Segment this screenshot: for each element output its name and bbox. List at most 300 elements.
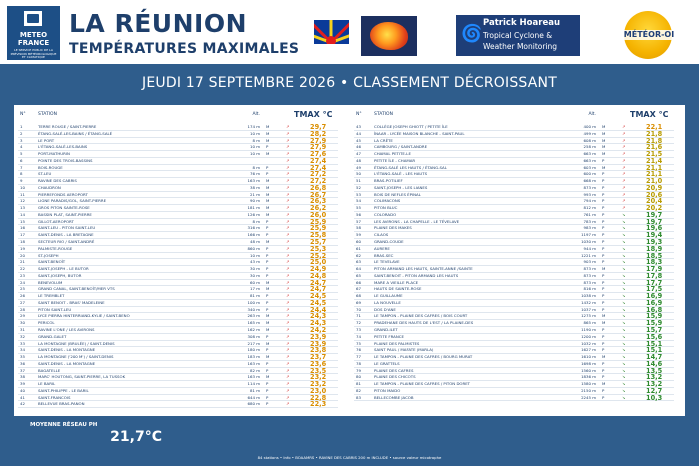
station-row [354, 280, 674, 287]
station-rank: 40 [20, 387, 25, 393]
station-altitude: 258 m [583, 144, 596, 150]
station-rank: 27 [20, 299, 25, 305]
station-tmax: 23,9 [310, 339, 327, 348]
station-row [18, 286, 338, 293]
station-altitude: 81 m [250, 387, 260, 393]
trend-arrow-icon: ↗ [286, 286, 290, 292]
station-type: P [602, 367, 605, 373]
header-temp: TMAX °C [630, 110, 669, 119]
station-type: M [266, 178, 270, 184]
station-rank: 64 [356, 266, 361, 272]
station-altitude: 1627 m [581, 347, 596, 353]
station-tmax: 25,8 [310, 231, 327, 240]
station-rank: 38 [20, 374, 25, 380]
station-name: SAINT-BENOÎT [38, 259, 66, 265]
station-row [18, 138, 338, 145]
station-rank: 58 [356, 225, 361, 231]
station-type: M [266, 326, 270, 332]
station-altitude: 1038 m [581, 293, 596, 299]
station-name: COLIMACONS [374, 198, 401, 204]
trend-arrow-icon: ↘ [622, 239, 626, 245]
station-name: PITON MAIDO [374, 387, 401, 393]
station-row [18, 225, 338, 232]
station-rank: 5 [20, 151, 23, 157]
station-type: P [266, 293, 269, 299]
station-tmax: 10,3 [646, 393, 663, 402]
station-rank: 50 [356, 171, 361, 177]
trend-arrow-icon: ↗ [286, 225, 290, 231]
station-row [354, 341, 674, 348]
station-altitude: 1221 m [581, 252, 596, 258]
station-row [354, 354, 674, 361]
station-altitude: 30 m [250, 266, 260, 272]
station-row [18, 280, 338, 287]
station-altitude: 340 m [247, 306, 260, 312]
station-altitude: 1836 m [581, 374, 596, 380]
station-rank: 18 [20, 239, 25, 245]
station-altitude: 663 m [583, 151, 596, 157]
station-tmax: 23,8 [310, 346, 327, 355]
trend-arrow-icon: ↗ [286, 124, 290, 129]
trend-arrow-icon: ↗ [622, 191, 626, 197]
station-row [354, 144, 674, 151]
station-altitude: 8 m [252, 137, 260, 143]
station-tmax: 25,0 [310, 258, 327, 267]
station-tmax: 22,8 [310, 393, 327, 402]
station-type: P [602, 326, 605, 332]
station-rank: 62 [356, 252, 361, 258]
trend-arrow-icon: ↘ [622, 299, 626, 305]
station-type: P [602, 333, 605, 339]
station-rank: 21 [20, 259, 25, 265]
station-name: SAINT-JOSEPH - LE BUTOR [38, 266, 89, 272]
trend-arrow-icon: ↗ [286, 266, 290, 272]
station-tmax: 23,2 [310, 373, 327, 382]
station-altitude: 993 m [583, 191, 596, 197]
page-subtitle: TEMPÉRATURES MAXIMALES [69, 41, 300, 57]
station-type: P [602, 225, 605, 231]
station-row [18, 165, 338, 172]
station-altitude: 944 m [583, 245, 596, 251]
date-text: JEUDI 17 SEPTEMBRE 2026 • CLASSEMENT DÉCROISSANT [142, 75, 557, 91]
station-type: P [266, 333, 269, 339]
station-tmax: 23,7 [310, 353, 327, 362]
station-altitude: 174 m [247, 124, 260, 129]
station-row [18, 266, 338, 273]
station-rank: 34 [20, 347, 25, 353]
station-row [354, 246, 674, 253]
station-rank: 28 [20, 306, 25, 312]
station-tmax: 19,4 [646, 231, 663, 240]
station-rank: 65 [356, 272, 361, 278]
station-name: COLORADO [374, 211, 397, 217]
station-rank: 2 [20, 130, 23, 136]
station-type: P [602, 157, 605, 163]
station-tmax: 18,5 [646, 251, 663, 260]
station-rank: 36 [20, 360, 25, 366]
trend-arrow-icon: ↗ [286, 299, 290, 305]
station-altitude: 1580 m [581, 381, 596, 387]
station-name: SECTEUR RIO / SAINT-ANDRÉ [38, 239, 95, 245]
station-altitude: 603 m [583, 164, 596, 170]
station-row [354, 198, 674, 205]
station-type: M [266, 151, 270, 157]
station-rank: 6 [20, 157, 23, 163]
station-row [354, 185, 674, 192]
trend-arrow-icon: ↗ [286, 157, 290, 163]
station-altitude: 644 m [247, 394, 260, 400]
station-type: M [602, 144, 606, 150]
trend-arrow-icon: ↗ [286, 211, 290, 217]
station-type: P [602, 184, 605, 190]
station-altitude: 162 m [247, 326, 260, 332]
station-rank: 24 [20, 279, 25, 285]
network-average-box [20, 418, 174, 448]
station-name: LE PORT [38, 137, 55, 143]
trend-arrow-icon: ↘ [622, 340, 626, 346]
station-tmax: 22,3 [310, 400, 327, 409]
station-altitude: 81 m [250, 293, 260, 299]
station-altitude: 163 m [247, 360, 260, 366]
station-altitude: 873 m [583, 272, 596, 278]
trend-arrow-icon: ↗ [622, 151, 626, 157]
station-rank: 81 [356, 381, 361, 387]
station-rank: 69 [356, 299, 361, 305]
station-altitude: 217 m [247, 340, 260, 346]
station-type: M [266, 279, 270, 285]
station-tmax: 24,3 [310, 312, 327, 321]
meteor-oi-logo [620, 8, 678, 64]
station-rank: 22 [20, 266, 25, 272]
station-list [18, 124, 338, 408]
station-row [18, 307, 338, 314]
station-name: CILAOS [374, 232, 389, 238]
trend-arrow-icon: ↘ [622, 279, 626, 285]
station-name: SAINT-DENIS - LA MONTAGNE [38, 347, 96, 353]
station-type: M [602, 151, 606, 157]
station-type: P [602, 191, 605, 197]
station-type: M [266, 340, 270, 346]
station-rank: 23 [20, 272, 25, 278]
station-altitude: 983 m [583, 225, 596, 231]
trend-arrow-icon: ↗ [286, 333, 290, 339]
trend-arrow-icon: ↗ [286, 387, 290, 393]
station-row [18, 300, 338, 307]
trend-arrow-icon: ↗ [286, 367, 290, 373]
station-name: BASSIN PLAT, SAINT-PIERRE [38, 211, 92, 217]
station-altitude: 812 m [583, 205, 596, 211]
station-type: M [266, 286, 270, 292]
station-name: LE TAMPON - PLAINE DES CAFRES / BOIS COURT [374, 313, 468, 319]
station-altitude: 8 m [252, 218, 260, 224]
trend-arrow-icon: ↗ [286, 191, 290, 197]
station-name: PETITE ÎLE - CHAMAR [374, 157, 416, 163]
station-name: DOS D'ANE [374, 306, 396, 312]
station-type: M [266, 320, 270, 326]
trend-arrow-icon: ↗ [622, 164, 626, 170]
station-name: LA MONTAGNE ('200 M') / SAINT-DENIS [38, 354, 114, 360]
trend-arrow-icon: ↘ [622, 354, 626, 360]
station-row [18, 401, 338, 408]
station-altitude: 1030 m [581, 239, 596, 245]
station-type: M [602, 266, 606, 272]
station-tmax: 15,1 [646, 339, 663, 348]
station-type: P [602, 218, 605, 224]
station-tmax: 22,1 [646, 123, 663, 131]
station-type: P [602, 340, 605, 346]
station-type: M [602, 124, 606, 129]
station-tmax: 20,6 [646, 190, 663, 199]
station-altitude: 114 m [247, 381, 260, 387]
station-rank: 31 [20, 326, 25, 332]
station-name: PITON BLUC [374, 205, 398, 211]
station-rank: 8 [20, 171, 23, 177]
station-row [18, 124, 338, 131]
station-type: P [266, 259, 269, 265]
station-name: AURERE [374, 245, 390, 251]
station-name: CHAMAL PETITE-LE [374, 151, 411, 157]
station-altitude: 608 m [583, 137, 596, 143]
station-altitude: 680 m [247, 401, 260, 407]
station-row [18, 347, 338, 354]
station-tmax: 21,0 [646, 177, 663, 186]
trend-arrow-icon: ↗ [286, 374, 290, 380]
cyclone-icon: 🌀 [461, 24, 483, 44]
station-type: P [602, 286, 605, 292]
station-altitude: 2150 m [581, 387, 596, 393]
station-altitude: 1610 m [581, 354, 596, 360]
station-altitude: 60 m [250, 279, 260, 285]
station-row [18, 246, 338, 253]
station-altitude: 783 m [583, 218, 596, 224]
station-row [354, 259, 674, 266]
station-altitude: 316 m [247, 225, 260, 231]
station-row [18, 293, 338, 300]
station-row [354, 225, 674, 232]
station-tmax: 17,5 [646, 285, 663, 294]
station-tmax: 15,9 [646, 312, 663, 321]
station-rank: 9 [20, 178, 23, 184]
station-type: P [266, 367, 269, 373]
station-tmax: 20,9 [646, 183, 663, 192]
station-tmax: 17,9 [646, 265, 663, 274]
trend-arrow-icon: ↗ [286, 259, 290, 265]
station-tmax: 15,7 [646, 325, 663, 334]
station-altitude: 400 m [583, 124, 596, 129]
trend-arrow-icon: ↗ [286, 151, 290, 157]
station-rank: 52 [356, 184, 361, 190]
station-row [18, 158, 338, 165]
station-altitude: 1560 m [581, 367, 596, 373]
station-tmax: 25,3 [310, 244, 327, 253]
station-tmax: 21,5 [646, 150, 663, 159]
station-row [354, 347, 674, 354]
station-altitude: 1432 m [581, 299, 596, 305]
trend-arrow-icon: ↗ [622, 124, 626, 129]
station-tmax: 27,4 [310, 156, 327, 165]
station-type: P [266, 225, 269, 231]
station-rank: 7 [20, 164, 23, 170]
trend-arrow-icon: ↘ [622, 326, 626, 332]
meteo-france-logo [7, 6, 60, 60]
station-tmax: 27,6 [310, 150, 327, 159]
station-rank: 26 [20, 293, 25, 299]
meteo-france-logo-mark [24, 11, 42, 26]
station-rank: 80 [356, 374, 361, 380]
station-row [18, 341, 338, 348]
station-name: SAINT-DENIS - LA BRETAGNE [38, 232, 94, 238]
station-rank: 11 [20, 191, 25, 197]
station-rank: 29 [20, 313, 25, 319]
station-altitude: 1275 m [581, 313, 596, 319]
station-tmax: 14,6 [646, 359, 663, 368]
trend-arrow-icon: ↗ [286, 347, 290, 353]
station-rank: 63 [356, 259, 361, 265]
trend-arrow-icon: ↘ [622, 259, 626, 265]
station-rank: 20 [20, 252, 25, 258]
station-tmax: 27,2 [310, 170, 327, 179]
station-rank: 47 [356, 151, 361, 157]
trend-arrow-icon: ↘ [622, 266, 626, 272]
station-row [354, 192, 674, 199]
station-row [18, 334, 338, 341]
station-name: PLAINE DES PALMISTES [374, 340, 420, 346]
station-row [18, 219, 338, 226]
partner-line2: Tropical Cyclone & [483, 31, 553, 40]
station-row [354, 178, 674, 185]
station-name: CHAUDRON [38, 184, 61, 190]
station-rank: 49 [356, 164, 361, 170]
station-type: P [266, 394, 269, 400]
station-rank: 30 [20, 320, 25, 326]
station-name: LE GRATTELS [374, 360, 400, 366]
trend-arrow-icon: ↘ [622, 252, 626, 258]
station-altitude: 82 m [250, 367, 260, 373]
station-tmax: 16,9 [646, 292, 663, 301]
station-rank: 70 [356, 306, 361, 312]
station-row [354, 266, 674, 273]
station-rank: 71 [356, 313, 361, 319]
station-rank: 61 [356, 245, 361, 251]
station-tmax: 27,4 [310, 163, 327, 172]
station-row [354, 313, 674, 320]
station-row [18, 131, 338, 138]
station-type: M [266, 374, 270, 380]
trend-arrow-icon: ↗ [286, 178, 290, 184]
station-rank: 13 [20, 205, 25, 211]
station-row [18, 368, 338, 375]
trend-arrow-icon: ↗ [286, 326, 290, 332]
header-alt: Alt. [588, 112, 596, 117]
station-type: P [266, 387, 269, 393]
station-altitude: 499 m [583, 130, 596, 136]
station-rank: 54 [356, 198, 361, 204]
station-row [18, 185, 338, 192]
station-tmax: 24,5 [310, 298, 327, 307]
trend-arrow-icon: ↗ [286, 313, 290, 319]
station-rank: 78 [356, 360, 361, 366]
trend-arrow-icon: ↗ [622, 144, 626, 150]
trend-arrow-icon: ↗ [286, 164, 290, 170]
station-name: LE GUILLAUME [374, 293, 403, 299]
trend-arrow-icon: ↗ [286, 171, 290, 177]
station-rank: 25 [20, 286, 25, 292]
station-row [354, 219, 674, 226]
trend-arrow-icon: ↗ [286, 320, 290, 326]
station-name: LIGNE PARADIS/GOL, SAINT-PIERRE [38, 198, 107, 204]
station-tmax: 24,7 [310, 278, 327, 287]
station-type: P [266, 164, 269, 170]
station-rank: 72 [356, 320, 361, 326]
station-row [18, 192, 338, 199]
station-name: GRAND CANAL, SAINT-BENOÎT/MER VTS [38, 286, 115, 292]
station-altitude: 126 m [247, 211, 260, 217]
trend-arrow-icon: ↗ [286, 279, 290, 285]
station-tmax: 21,4 [646, 156, 663, 165]
trend-arrow-icon: ↗ [286, 272, 290, 278]
trend-arrow-icon: ↗ [286, 198, 290, 204]
station-name: SAINT-BENOIT - PITON ARMAND LES HAUTS [374, 272, 459, 278]
logo-line2: FRANCE [17, 39, 50, 47]
station-rank: 16 [20, 225, 25, 231]
station-rank: 75 [356, 340, 361, 346]
trend-arrow-icon: ↗ [622, 198, 626, 204]
station-name: SAINT-JOSEPH, BUTOR [38, 272, 82, 278]
station-name: L'ÉTANG-SALÉ - LES HAUTS [374, 171, 428, 177]
station-tmax: 27,9 [310, 143, 327, 152]
trend-arrow-icon: ↗ [286, 130, 290, 136]
station-tmax: 21,6 [646, 143, 663, 152]
station-altitude: 600 m [583, 171, 596, 177]
station-row [354, 273, 674, 280]
station-tmax: 26,7 [310, 190, 327, 199]
station-name: BRAS-SEC [374, 252, 394, 258]
station-tmax: 17,7 [646, 278, 663, 287]
station-name: PALMISTE-ROUGE [38, 245, 73, 251]
station-name: COLLÈGE JOSEPH GHIOTT / PETITE ÎLE [374, 124, 448, 129]
station-tmax: 15,9 [646, 319, 663, 328]
station-rank: 32 [20, 333, 25, 339]
station-altitude: 48 m [250, 239, 260, 245]
station-rank: 42 [20, 401, 25, 407]
station-altitude: 8 m [252, 164, 260, 170]
station-row [354, 374, 674, 381]
station-type: M [266, 239, 270, 245]
station-rank: 82 [356, 387, 361, 393]
station-name: BELLEVUE BRAS-PANON [38, 401, 85, 407]
station-name: POINTE DES TROIS-BASSINS [38, 157, 93, 163]
station-rank: 55 [356, 205, 361, 211]
station-row [18, 374, 338, 381]
station-name: PERICOL [38, 320, 55, 326]
station-row [354, 171, 674, 178]
station-type: P [266, 272, 269, 278]
station-type: P [602, 272, 605, 278]
ranking-column-left [18, 110, 338, 408]
station-tmax: 15,6 [646, 332, 663, 341]
trend-arrow-icon: ↘ [622, 347, 626, 353]
station-name: SAINT PAUL / MAFATE (MARLA) [374, 347, 434, 353]
station-row [354, 138, 674, 145]
station-tmax: 24,3 [310, 319, 327, 328]
trend-arrow-icon: ↗ [622, 178, 626, 184]
trend-arrow-icon: ↗ [286, 354, 290, 360]
station-tmax: 20,2 [646, 204, 663, 213]
station-tmax: 18,9 [646, 244, 663, 253]
station-rank: 83 [356, 394, 361, 400]
station-name: BAGATELLE [38, 367, 61, 373]
station-row [354, 151, 674, 158]
